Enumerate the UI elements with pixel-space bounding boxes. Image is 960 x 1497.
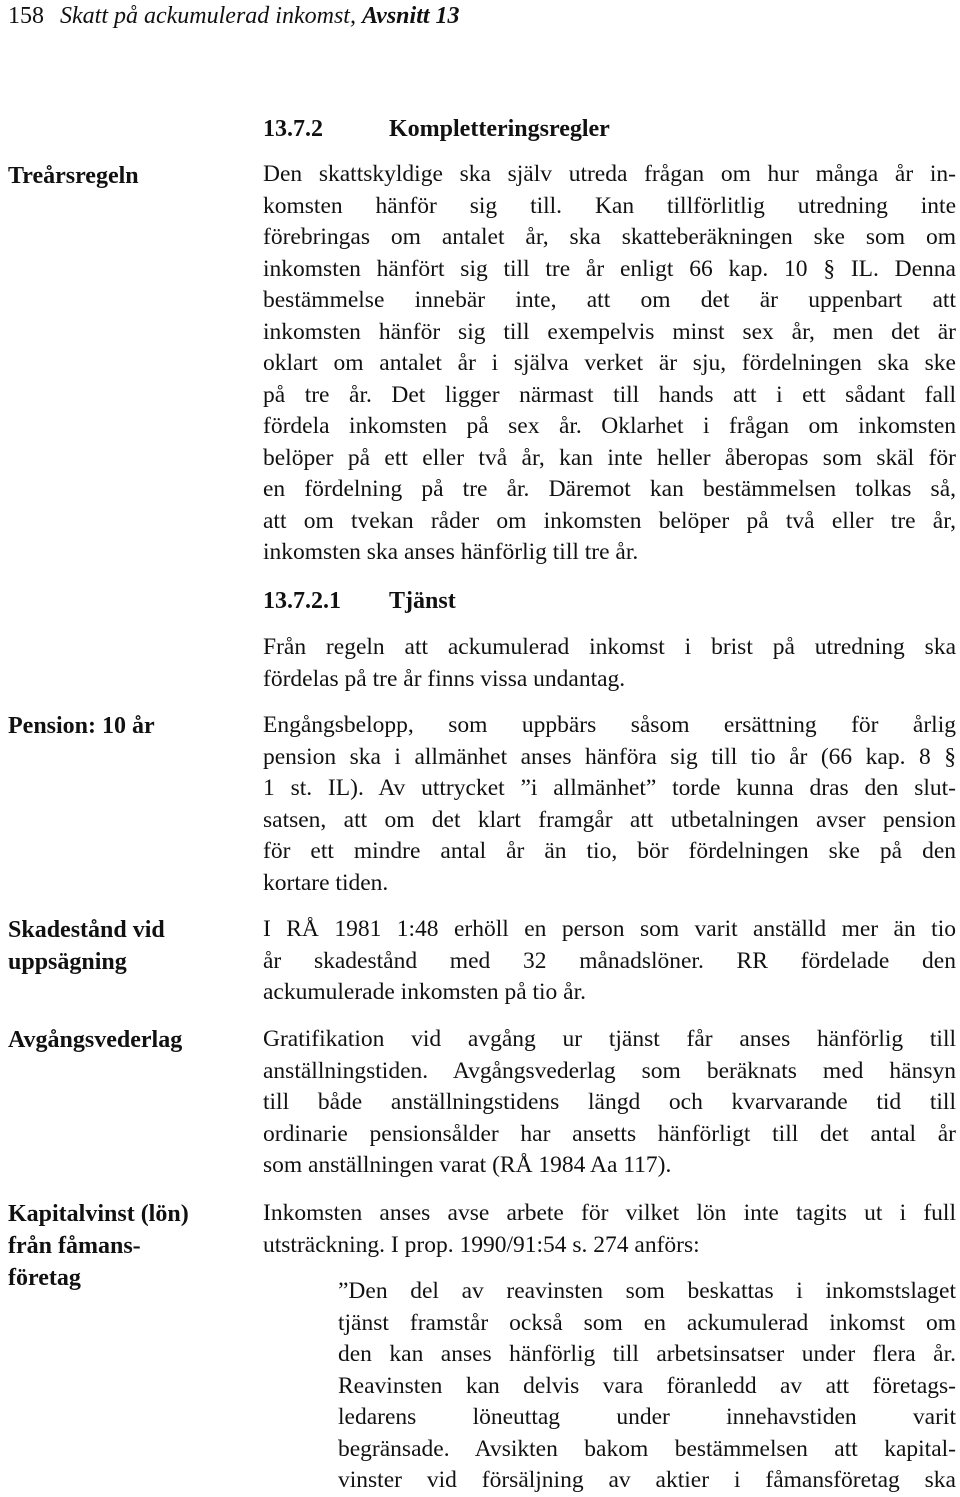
paragraph-kapitalvinst: Inkomsten anses avse arbete för vilket lön inte tagits ut i full utsträckning. I prop. 1990/91:54 s. 274 anförs:: [263, 1200, 956, 1258]
section-number: 13.7.2: [263, 116, 323, 142]
margin-note-trearsregeln: Treårsregeln: [8, 163, 139, 189]
running-section: Avsnitt 13: [361, 3, 460, 29]
running-header: [8, 1, 460, 31]
section-heading-13-7-2-1: [263, 586, 456, 616]
paragraph-tjanst-intro: Från regeln att ackumulerad inkomst i brist på utredning ska fördelas på tre år finns vissa undantag.: [263, 634, 956, 692]
paragraph-avgangsvederlag: Gratifikation vid avgång ur tjänst får anses hänförlig till anställningstiden. Avgångsvederlag som beräknats med hänsyn till både anställningstidens längd och kvarvarande tid till ordinarie pensionsålder har ansetts hänförligt till det antal år som anställningen varat (RÅ 1984 Aa 117).: [263, 1026, 956, 1178]
section-title: Kompletteringsregler: [389, 116, 610, 142]
section-heading-13-7-2: [263, 114, 610, 144]
subsection-title: Tjänst: [389, 588, 456, 614]
page-number: 158: [8, 3, 44, 29]
paragraph-pension: Engångsbelopp, som uppbärs såsom ersättning för årlig pension ska i allmänhet anses hänföra sig till tio år (66 kap. 8 § 1 st. IL). Av uttrycket ”i allmänhet” torde kunna dras den slut- satsen, att om det klart framgår att utbetalningen avser pension för ett mindre antal år än tio, bör fördelningen ske på den kortare tiden.: [263, 712, 956, 896]
paragraph-kompletteringsregler: Den skattskyldige ska själv utreda frågan om hur många år in- komsten hänför sig till. Kan tillförlitlig utredning inte förebringas om antalet år, ska skatteberäkningen ske som om inkomsten hänfört sig till tre år enligt 66 kap. 10 § IL. Denna bestämmelse innebär inte, att om det är uppenbart att inkomsten hänför sig till exempelvis minst sex år, men det är oklart om antalet år i själva verket är sju, fördelningen ska ske på tre år. Det ligger närmast till hands att i ett sådant fall fördela inkomsten på sex år. Oklarhet i frågan om inkomsten belöper på ett eller två år, kan inte heller åberopas som skäl för en fördelning på tre år. Däremot kan bestämmelsen tolkas så, att om tvekan råder om inkomsten belöper på två eller tre år, inkomsten ska anses hänförlig till tre år.: [263, 161, 956, 565]
block-quote-prop: ”Den del av reavinsten som beskattas i inkomstslaget tjänst framstår också som en ackumulerad inkomst om den kan anses hänförlig till arbetsinsatser under flera år. Reavinsten kan delvis vara föranledd av att företags- ledarens löneuttag under innehavstiden varit begränsade. Avsikten bakom bestämmelsen att kapital- vinster vid försäljning av aktier i fåmansföretag ska: [338, 1278, 956, 1493]
subsection-number: 13.7.2.1: [263, 588, 341, 614]
running-title: Skatt på ackumulerad inkomst,: [60, 3, 356, 29]
margin-note-kapitalvinst: Kapitalvinst (lön) från fåmans- företag: [8, 1201, 189, 1291]
margin-note-avgangsvederlag: Avgångsvederlag: [8, 1027, 183, 1053]
margin-note-skadestand: Skadestånd vid uppsägning: [8, 917, 165, 975]
paragraph-skadestand: I RÅ 1981 1:48 erhöll en person som varit anställd mer än tio år skadestånd med 32 månadslöner. RR fördelade den ackumulerade inkomsten på tio år.: [263, 916, 956, 1005]
margin-note-pension: Pension: 10 år: [8, 713, 155, 739]
